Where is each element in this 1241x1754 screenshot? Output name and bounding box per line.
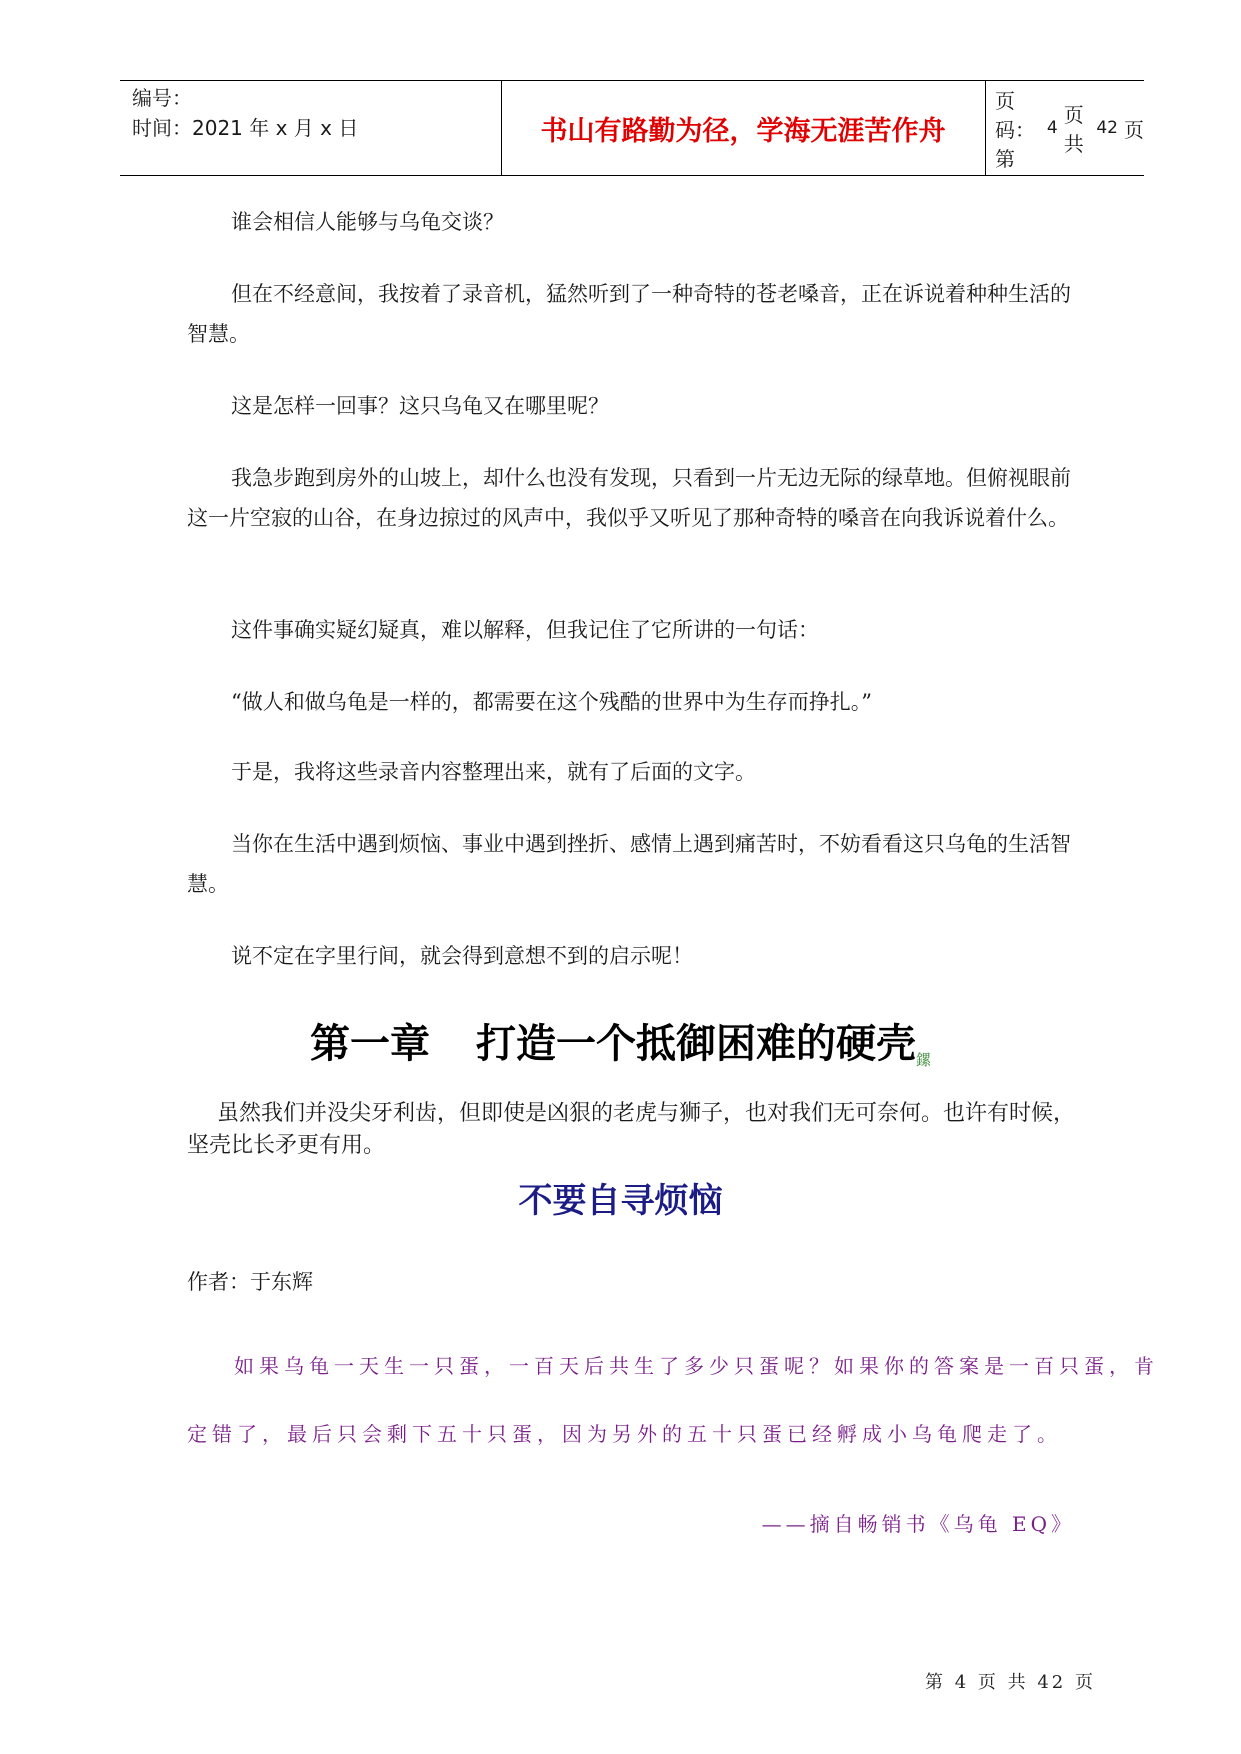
chapter-title: 打造一个抵御困难的硬壳 (475, 1020, 916, 1067)
intro-paragraph: 当你在生活中遇到烦恼、事业中遇到挫折、感情上遇到痛苦时，不妨看看这只乌龟的生活智慧。 (187, 832, 1071, 896)
page-footer: 第 4 页 共 42 页 (925, 1672, 1096, 1693)
page-prefix: 页码：第 (995, 88, 1035, 171)
page-current: 4 (1046, 118, 1058, 138)
chapter-mark: 鏍 (915, 1051, 931, 1069)
intro-paragraph: 但在不经意间，我按着了录音机，猛然听到了一种奇特的苍老嗓音，正在诉说着种种生活的智慧。 (187, 282, 1071, 346)
chapter-heading (0, 1012, 1241, 1070)
header-divider (985, 81, 986, 175)
header-motto: 书山有路勤为径，学海无涯苦作舟 (540, 115, 946, 147)
chapter-intro: 虽然我们并没尖牙利齿，但即使是凶狠的老虎与狮子，也对我们无可奈何。也许有时候，坚壳比长矛更有用。 (187, 1101, 1076, 1158)
section-title: 不要自寻烦恼 (518, 1181, 723, 1221)
header-page-info (995, 81, 1144, 175)
intro-paragraph: 这件事确实疑幻疑真，难以解释，但我记住了它所讲的一句话： (231, 618, 819, 642)
header-meta (132, 83, 358, 143)
intro-paragraph: “做人和做乌龟是一样的，都需要在这个残酷的世界中为生存而挣扎。” (231, 690, 872, 714)
intro-paragraph: 我急步跑到房外的山坡上，却什么也没有发现，只看到一片无边无际的绿草地。但俯视眼前这一片空寂的山谷，在身边掠过的风声中，我似乎又听见了那种奇特的嗓音在向我诉说着什么。 (187, 466, 1071, 530)
document-number-label: 编号： (132, 86, 192, 110)
intro-paragraph: 说不定在字里行间，就会得到意想不到的启示呢！ (231, 944, 693, 968)
author-line: 作者：于东辉 (187, 1270, 313, 1294)
chapter-number: 第一章 (309, 1020, 430, 1067)
quote-source: ——摘自畅销书《乌龟 EQ》 (761, 1512, 1075, 1536)
page-suffix: 页 (1124, 117, 1144, 142)
page-header (120, 80, 1144, 176)
intro-paragraph: 谁会相信人能够与乌龟交谈？ (231, 210, 504, 234)
quote-line-1: 如果乌龟一天生一只蛋，一百天后共生了多少只蛋呢？如果你的答案是一百只蛋，肯 (234, 1354, 1159, 1378)
quote-line-2: 定错了，最后只会剩下五十只蛋，因为另外的五十只蛋已经孵成小乌龟爬走了。 (187, 1422, 1062, 1446)
intro-paragraph: 这是怎样一回事？这只乌龟又在哪里呢？ (231, 394, 609, 418)
intro-paragraph: 于是，我将这些录音内容整理出来，就有了后面的文字。 (231, 760, 756, 784)
document-time-label: 时间：2021 年 x 月 x 日 (132, 116, 359, 140)
page-total: 42 (1096, 118, 1118, 138)
page-mid: 页 共 (1063, 103, 1084, 156)
